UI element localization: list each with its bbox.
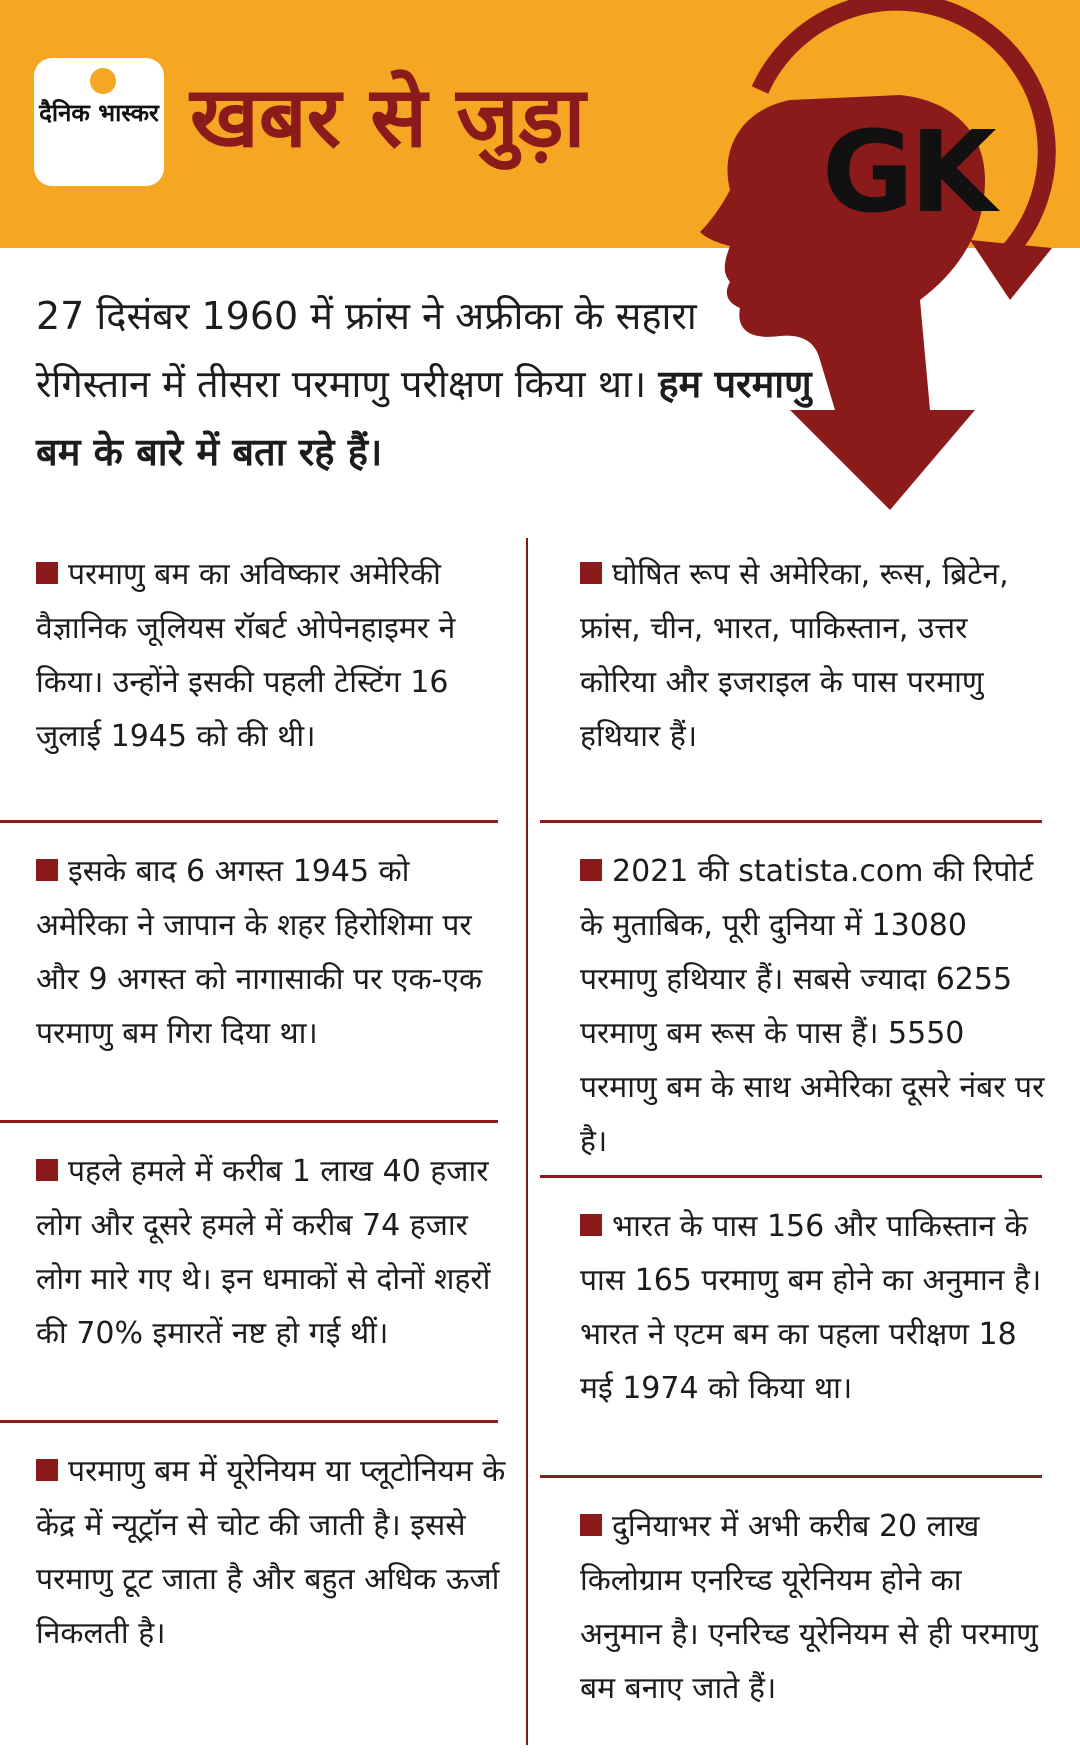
square-bullet-icon (580, 859, 602, 881)
card-divider (0, 1120, 498, 1123)
fact-card-left-1 (36, 548, 506, 764)
fact-text: पहले हमले में करीब 1 लाख 40 हजार लोग और दूसरे हमले में करीब 74 हजार लोग मारे गए थे। इन धमाकों से दोनों शहरों की 70% इमारतें नष्ट हो गई थीं। (36, 1154, 491, 1351)
card-divider (540, 1175, 1042, 1178)
card-divider (540, 820, 1042, 823)
card-divider (540, 1475, 1042, 1478)
fact-text: परमाणु बम में यूरेनियम या प्लूटोनियम के केंद्र में न्यूट्रॉन से चोट की जाती है। इससे परमाणु टूट जाता है और बहुत अधिक ऊर्जा निकलती है। (36, 1454, 506, 1651)
square-bullet-icon (580, 562, 602, 584)
fact-text: परमाणु बम का अविष्कार अमेरिकी वैज्ञानिक जूलियस रॉबर्ट ओपेनहाइमर ने किया। उन्होंने इसकी पहली टेस्टिंग 16 जुलाई 1945 को की थी। (36, 557, 456, 754)
column-divider (526, 538, 528, 1745)
card-divider (0, 820, 498, 823)
logo-text: दैनिक भास्कर (39, 99, 159, 127)
gk-badge: GK (822, 108, 993, 238)
intro-bold-text: हम परमाणु बम के बारे में बता रहे हैं। (36, 362, 812, 474)
square-bullet-icon (36, 562, 58, 584)
fact-text: भारत के पास 156 और पाकिस्तान के पास 165 परमाणु बम होने का अनुमान है। भारत ने एटम बम का पहला परीक्षण 18 मई 1974 को किया था। (580, 1209, 1042, 1406)
fact-card-right-4 (580, 1500, 1050, 1716)
fact-card-right-2 (580, 845, 1050, 1169)
fact-text: घोषित रूप से अमेरिका, रूस, ब्रिटेन, फ्रांस, चीन, भारत, पाकिस्तान, उत्तर कोरिया और इजराइल के पास परमाणु हथियार हैं। (580, 557, 1009, 754)
fact-card-right-3 (580, 1200, 1050, 1416)
square-bullet-icon (580, 1214, 602, 1236)
card-divider (0, 1420, 498, 1423)
square-bullet-icon (36, 859, 58, 881)
square-bullet-icon (580, 1514, 602, 1536)
square-bullet-icon (36, 1459, 58, 1481)
square-bullet-icon (36, 1159, 58, 1181)
page-title: खबर से जुड़ा (190, 68, 586, 166)
fact-card-left-3 (36, 1145, 506, 1361)
fact-card-left-4 (36, 1445, 506, 1661)
fact-card-right-1 (580, 548, 1050, 764)
intro-paragraph (36, 282, 816, 486)
intro-text: 27 दिसंबर 1960 में फ्रांस ने अफ्रीका के सहारा रेगिस्तान में तीसरा परमाणु परीक्षण किया था। (36, 294, 697, 406)
fact-card-left-2 (36, 845, 506, 1061)
fact-text: इसके बाद 6 अगस्त 1945 को अमेरिका ने जापान के शहर हिरोशिमा पर और 9 अगस्त को नागासाकी पर एक-एक परमाणु बम गिरा दिया था। (36, 854, 482, 1051)
fact-text: दुनियाभर में अभी करीब 20 लाख किलोग्राम एनरिच्ड यूरेनियम होने का अनुमान है। एनरिच्ड यूरेनियम से ही परमाणु बम बनाए जाते हैं। (580, 1509, 1038, 1706)
fact-text: 2021 की statista.com की रिपोर्ट के मुताबिक, पूरी दुनिया में 13080 परमाणु हथियार हैं। सबसे ज्यादा 6255 परमाणु बम रूस के पास हैं। 5550 परमाणु बम के साथ अमेरिका दूसरे नंबर पर है। (580, 854, 1045, 1159)
